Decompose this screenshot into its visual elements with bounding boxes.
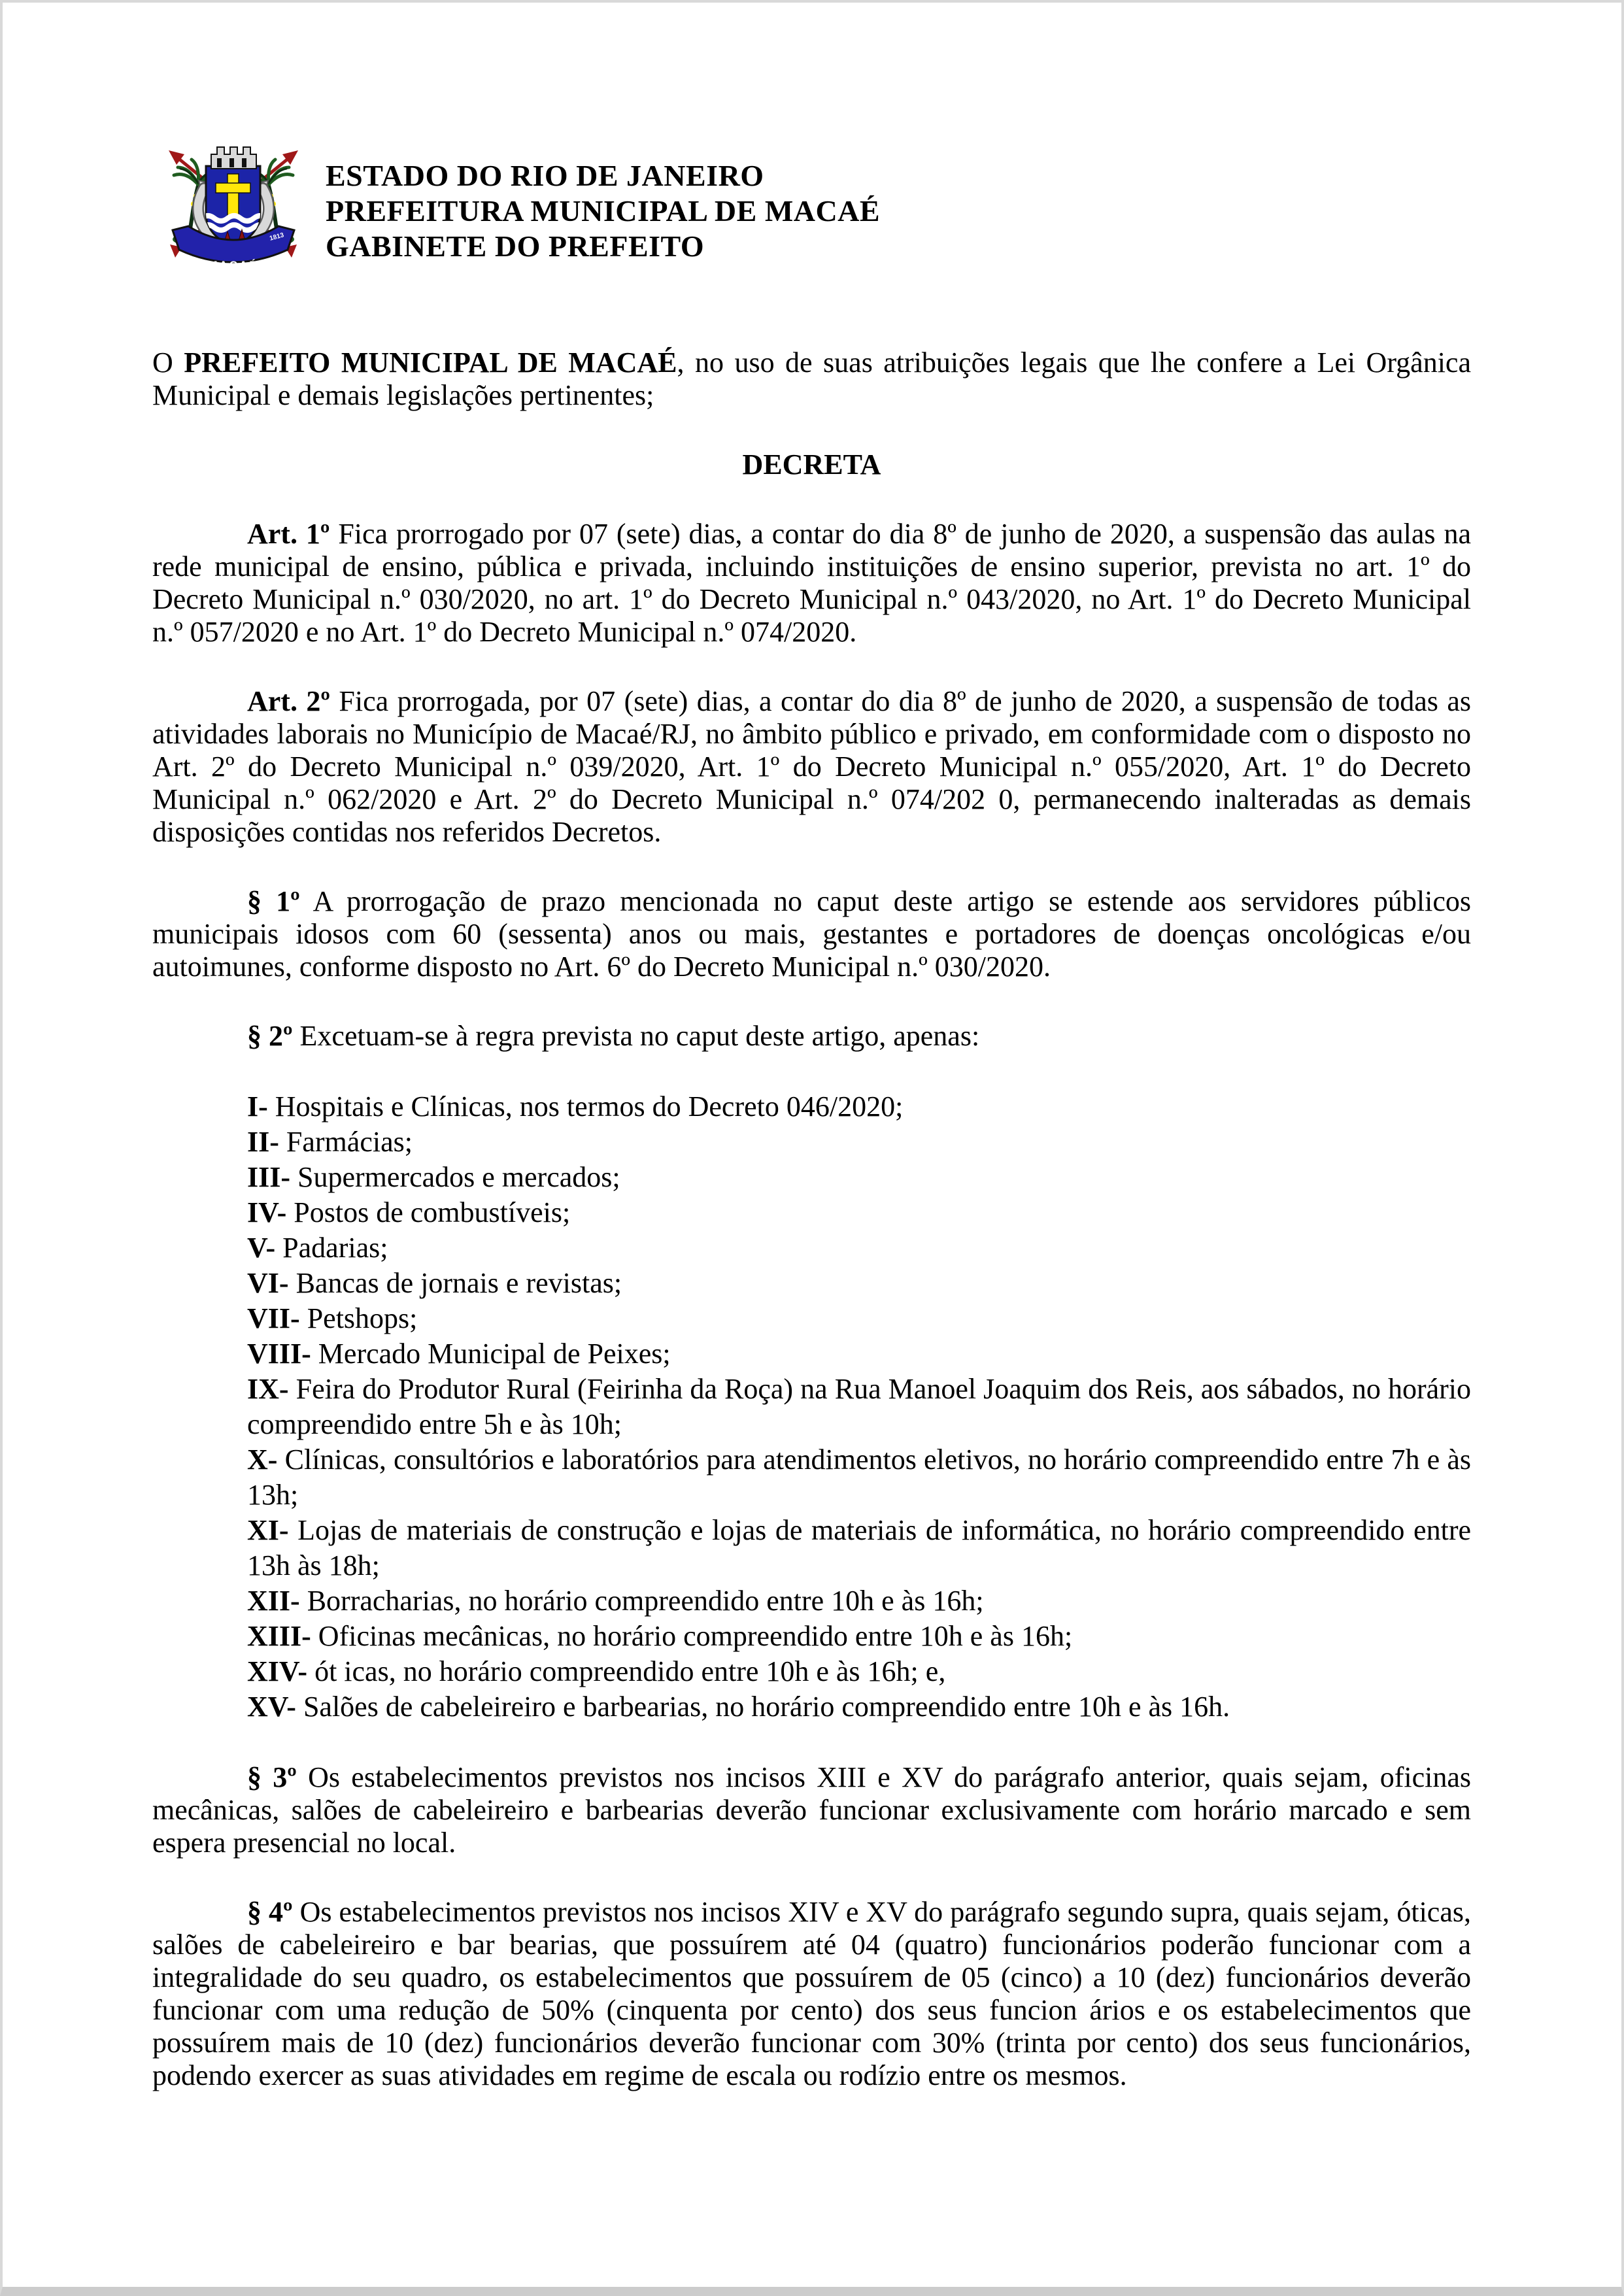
list-item-15-label: XV- xyxy=(247,1691,296,1723)
list-item-3 xyxy=(247,1160,1471,1195)
article-2-label: Art. 2º xyxy=(247,685,330,717)
article-1 xyxy=(152,518,1471,649)
paragraph-4 xyxy=(152,1896,1471,2092)
paragraph-2-text: Excetuam-se à regra prevista no caput deste artigo, apenas: xyxy=(292,1020,980,1052)
list-item-9 xyxy=(247,1372,1471,1442)
org-line-state: ESTADO DO RIO DE JANEIRO xyxy=(326,159,764,192)
list-item-15-text: Salões de cabeleireiro e barbearias, no horário compreendido entre 10h e às 16h. xyxy=(296,1691,1230,1723)
article-2-text: Fica prorrogada, por 07 (sete) dias, a contar do dia 8º de junho de 2020, a suspensão de todas as atividades laborais no Município de Macaé/RJ, no âmbito público e privado, em conformidade com o disposto no Art. 2º do Decreto Municipal n.º 039/2020, Art. 1º do Decreto Municipal n.º 055/2020, Art. 1º do Decreto Municipal n.º 062/2020 e Art. 2º do Decreto Municipal n.º 074/202 0, permanecendo inalteradas as demais disposições contidas nos referidos Decretos. xyxy=(152,685,1472,848)
paragraph-1-label: § 1º xyxy=(247,885,300,917)
list-item-3-label: III- xyxy=(247,1161,291,1193)
intro-paragraph-label: PREFEITO MUNICIPAL DE MACAÉ xyxy=(184,346,677,379)
list-item-4-label: IV- xyxy=(247,1196,287,1228)
list-item-2-label: II- xyxy=(247,1126,279,1158)
letterhead-org-lines xyxy=(326,140,880,264)
list-item-1-text: Hospitais e Clínicas, nos termos do Decreto 046/2020; xyxy=(267,1090,904,1123)
list-item-8 xyxy=(247,1336,1471,1372)
list-item-11 xyxy=(247,1513,1471,1583)
article-1-text: Fica prorrogado por 07 (sete) dias, a contar do dia 8º de junho de 2020, a suspensão das aulas na rede municipal de ensino, pública e privada, incluindo instituições de ensino superior, prevista no art. 1º do Decreto Municipal n.º 030/2020, no art. 1º do Decreto Municipal n.º 043/2020, no Art. 1º do Decreto Municipal n.º 057/2020 e no Art. 1º do Decreto Municipal n.º 074/2020. xyxy=(152,518,1471,648)
list-item-10-text: Clínicas, consultórios e laboratórios para atendimentos eletivos, no horário compreendido entre 7h e às 13h; xyxy=(247,1443,1471,1511)
paragraph-2-label: § 2º xyxy=(247,1020,293,1052)
intro-paragraph-text: , no uso de suas atribuições legais que lhe confere a Lei Orgânica Municipal e demais legislações pertinentes; xyxy=(152,346,1471,411)
list-item-13 xyxy=(247,1619,1471,1654)
list-item-10 xyxy=(247,1442,1471,1513)
list-item-11-text: Lojas de materiais de construção e lojas de materiais de informática, no horário compreendido entre 13h às 18h; xyxy=(247,1514,1471,1581)
macae-coat-of-arms-icon xyxy=(162,140,305,276)
intro-paragraph xyxy=(152,346,1471,412)
mural-crown-icon xyxy=(211,147,256,169)
org-line-city: PREFEITURA MUNICIPAL DE MACAÉ xyxy=(326,194,881,228)
list-item-14-text: ót icas, no horário compreendido entre 10h e às 16h; e, xyxy=(307,1655,946,1687)
list-item-8-text: Mercado Municipal de Peixes; xyxy=(311,1338,671,1370)
list-item-12-label: XII- xyxy=(247,1585,300,1617)
list-item-7-text: Petshops; xyxy=(299,1302,418,1334)
list-item-14-label: XIV- xyxy=(247,1655,308,1687)
list-item-7 xyxy=(247,1301,1471,1336)
list-item-3-text: Supermercados e mercados; xyxy=(290,1161,620,1193)
list-item-1 xyxy=(247,1089,1471,1124)
paragraph-3-text: Os estabelecimentos previstos nos incisos XIII e XV do parágrafo anterior, quais sejam, oficinas mecânicas, salões de cabeleireiro e barbearias deverão funcionar exclusivamente com horário marcado e sem espera presencial no local. xyxy=(152,1761,1471,1859)
list-item-10-label: X- xyxy=(247,1443,278,1476)
list-item-11-label: XI- xyxy=(247,1514,289,1546)
list-item-13-label: XIII- xyxy=(247,1620,311,1652)
list-item-7-label: VII- xyxy=(247,1302,300,1334)
org-line-office: GABINETE DO PREFEITO xyxy=(326,229,705,263)
list-item-9-label: IX- xyxy=(247,1373,289,1405)
list-item-5 xyxy=(247,1230,1471,1266)
paragraph-4-label: § 4º xyxy=(247,1896,293,1928)
list-item-14 xyxy=(247,1654,1471,1689)
ribbon-year-text: 1813 xyxy=(269,231,285,243)
list-item-2 xyxy=(247,1124,1471,1160)
list-item-6 xyxy=(247,1266,1471,1301)
list-item-13-text: Oficinas mecânicas, no horário compreendido entre 10h e às 16h; xyxy=(311,1620,1073,1652)
paragraph-3-label: § 3º xyxy=(247,1761,297,1793)
list-item-6-text: Bancas de jornais e revistas; xyxy=(288,1267,622,1299)
intro-paragraph-text: O xyxy=(152,346,184,379)
decreta-title xyxy=(152,448,1471,481)
list-item-1-label: I- xyxy=(247,1090,268,1123)
ribbon-text: MACAÉ xyxy=(208,259,259,271)
paragraph-1 xyxy=(152,885,1471,983)
paragraph-3 xyxy=(152,1761,1471,1859)
article-1-label: Art. 1º xyxy=(247,518,330,550)
paragraph-4-text: Os estabelecimentos previstos nos incisos XIV e XV do parágrafo segundo supra, quais sejam, óticas, salões de cabeleireiro e bar bearias, que possuírem até 04 (quatro) funcionários poderão funcionar com a integralidade do seu quadro, os estabelecimentos que possuírem de 05 (cinco) a 10 (dez) funcionários deverão funcionar com uma redução de 50% (cinquenta por cento) dos seus funcion ários e os estabelecimentos que possuírem mais de 10 (dez) funcionários deverão funcionar com 30% (trinta por cento) dos seus funcionários, podendo exercer as suas atividades em regime de escala ou rodízio entre os mesmos. xyxy=(152,1896,1471,2091)
document-body xyxy=(152,346,1471,2092)
list-item-9-text: Feira do Produtor Rural (Feirinha da Roça) na Rua Manoel Joaquim dos Reis, aos sábados, no horário compreendido entre 5h e às 10h; xyxy=(247,1373,1471,1440)
letterhead xyxy=(162,140,1471,276)
article-2 xyxy=(152,685,1471,849)
list-item-12-text: Borracharias, no horário compreendido entre 10h e às 16h; xyxy=(299,1585,984,1617)
page-content xyxy=(3,140,1621,2092)
list-item-5-text: Padarias; xyxy=(275,1232,388,1264)
list-item-2-text: Farmácias; xyxy=(279,1126,413,1158)
list-item-15 xyxy=(247,1689,1471,1725)
list-item-4 xyxy=(247,1195,1471,1230)
list-item-4-text: Postos de combustíveis; xyxy=(286,1196,571,1228)
list-item-12 xyxy=(247,1583,1471,1619)
decreta-title-label: DECRETA xyxy=(742,448,881,481)
paragraph-1-text: A prorrogação de prazo mencionada no caput deste artigo se estende aos servidores públicos municipais idosos com 60 (sessenta) anos ou mais, gestantes e portadores de doenças oncológicas e/ou autoimunes, conforme disposto no Art. 6º do Decreto Municipal n.º 030/2020. xyxy=(152,885,1471,983)
list-item-8-label: VIII- xyxy=(247,1338,311,1370)
coat-of-arms-svg xyxy=(162,140,305,276)
paragraph-2 xyxy=(152,1020,1471,1053)
list-item-5-label: V- xyxy=(247,1232,276,1264)
list-item-6-label: VI- xyxy=(247,1267,289,1299)
